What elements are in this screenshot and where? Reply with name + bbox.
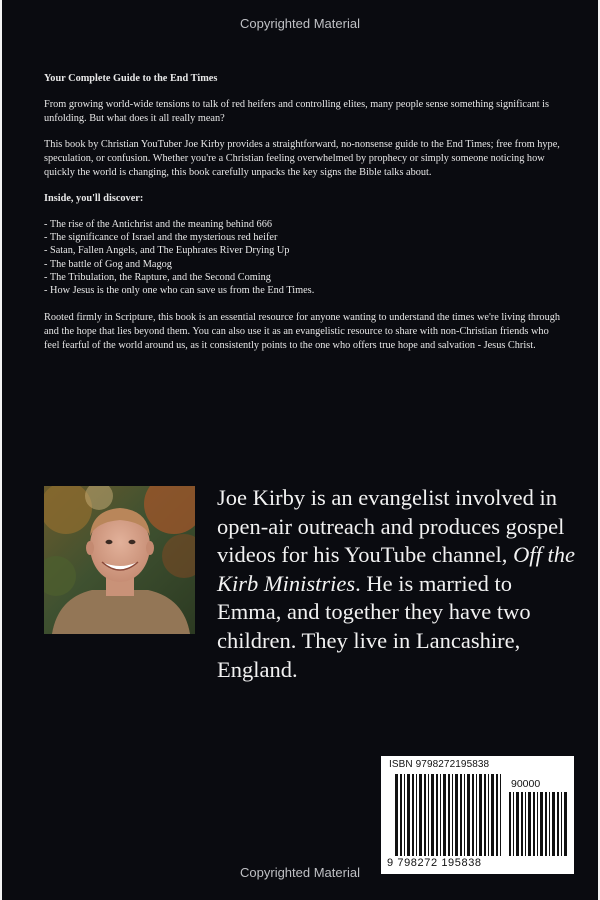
book-blurb xyxy=(44,72,564,365)
barcode-bar xyxy=(476,774,477,856)
barcode-bar xyxy=(443,774,446,856)
author-bio xyxy=(217,484,577,684)
barcode-bar xyxy=(509,792,511,856)
discover-heading: Inside, you'll discover: xyxy=(44,193,144,204)
barcode-bar xyxy=(537,792,538,856)
barcode-bar xyxy=(528,792,531,856)
barcode-bar xyxy=(500,774,501,856)
barcode-bar xyxy=(436,774,438,856)
barcode-bar xyxy=(479,774,482,856)
barcode-bar xyxy=(488,774,489,856)
discover-item: - Satan, Fallen Angels, and The Euphrates River Drying Up xyxy=(44,245,290,257)
barcode-bar xyxy=(400,774,402,856)
price-code: 90000 xyxy=(511,778,541,790)
barcode-bar xyxy=(431,774,434,856)
barcode-bar xyxy=(549,792,550,856)
blurb-closing: Rooted firmly in Scripture, this book is an essential resource for anyone wanting to understand the times we're living through and the hope that lies beyond them. You can also use it as an evangelistic resource to share with non-Christian friends who feel fearful of the world around us, as it consistently points to the one who offers true hope and salvation - Jesus Christ. xyxy=(44,312,561,352)
barcode-bar xyxy=(404,774,405,856)
barcode-bar xyxy=(561,792,562,856)
barcode-bar xyxy=(428,774,429,856)
discover-item: - How Jesus is the only one who can save us from the End Times. xyxy=(44,285,315,297)
discover-item: - The rise of the Antichrist and the meaning behind 666 xyxy=(44,219,273,230)
barcode-bar xyxy=(467,774,470,856)
author-bio-part2: . He is married to Emma, and together they have two children. They live in Lancashire, England. xyxy=(217,570,531,682)
isbn-label: ISBN 9798272195838 xyxy=(389,759,490,770)
discover-list xyxy=(44,218,564,297)
watermark-top: Copyrighted Material xyxy=(240,16,360,31)
barcode-bar xyxy=(412,774,414,856)
barcode-bar xyxy=(491,774,494,856)
discover-item: - The battle of Gog and Magog xyxy=(44,258,172,270)
barcode-bar xyxy=(424,774,426,856)
barcode-bar xyxy=(416,774,417,856)
barcode-bar xyxy=(455,774,458,856)
barcode-bar xyxy=(407,774,410,856)
isbn-barcode xyxy=(381,756,574,874)
barcode-bar xyxy=(525,792,526,856)
barcode-bar xyxy=(452,774,453,856)
barcode-bar xyxy=(419,774,422,856)
barcode-bar xyxy=(540,792,543,856)
author-photo xyxy=(44,486,195,634)
barcode-bar xyxy=(395,774,398,856)
barcode-bar xyxy=(545,792,547,856)
barcode-bar xyxy=(557,792,559,856)
watermark-bottom: Copyrighted Material xyxy=(240,865,360,880)
author-bio-part1: Joe Kirby is an evangelist involved in open-air outreach and produces gospel videos for his YouTube channel, xyxy=(217,485,565,568)
channel-name: Off the Kirb Ministries xyxy=(217,542,575,596)
barcode-bar xyxy=(484,774,486,856)
barcode-bar xyxy=(564,792,567,856)
blurb-intro: From growing world-wide tensions to talk of red heifers and controlling elites, many people sense something significant is unfolding. But what does it all really mean? xyxy=(44,99,550,124)
blurb-description: This book by Christian YouTuber Joe Kirby provides a straightforward, no-nonsense guide to the End Times; free from hype, speculation, or confusion. Whether you're a Christian feeling overwhelmed by prophecy or simply someone noticing how quickly the world is changing, this book carefully unpacks the key signs the Bible talks about. xyxy=(44,139,560,178)
barcode-bar xyxy=(496,774,498,856)
isbn-digits: 9 798272 195838 xyxy=(387,857,482,869)
blurb-heading: Your Complete Guide to the End Times xyxy=(44,73,218,84)
barcode-bar xyxy=(521,792,523,856)
barcode-bar xyxy=(552,792,555,856)
barcode-bar xyxy=(460,774,462,856)
barcode-bar xyxy=(516,792,519,856)
barcode-bar xyxy=(448,774,450,856)
barcode-bar xyxy=(464,774,465,856)
barcode-bar xyxy=(533,792,535,856)
discover-item: - The significance of Israel and the mysterious red heifer xyxy=(44,232,278,244)
discover-item: - The Tribulation, the Rapture, and the Second Coming xyxy=(44,271,271,283)
barcode-bar xyxy=(472,774,474,856)
barcode-bar xyxy=(513,792,514,856)
barcode-bar xyxy=(440,774,441,856)
